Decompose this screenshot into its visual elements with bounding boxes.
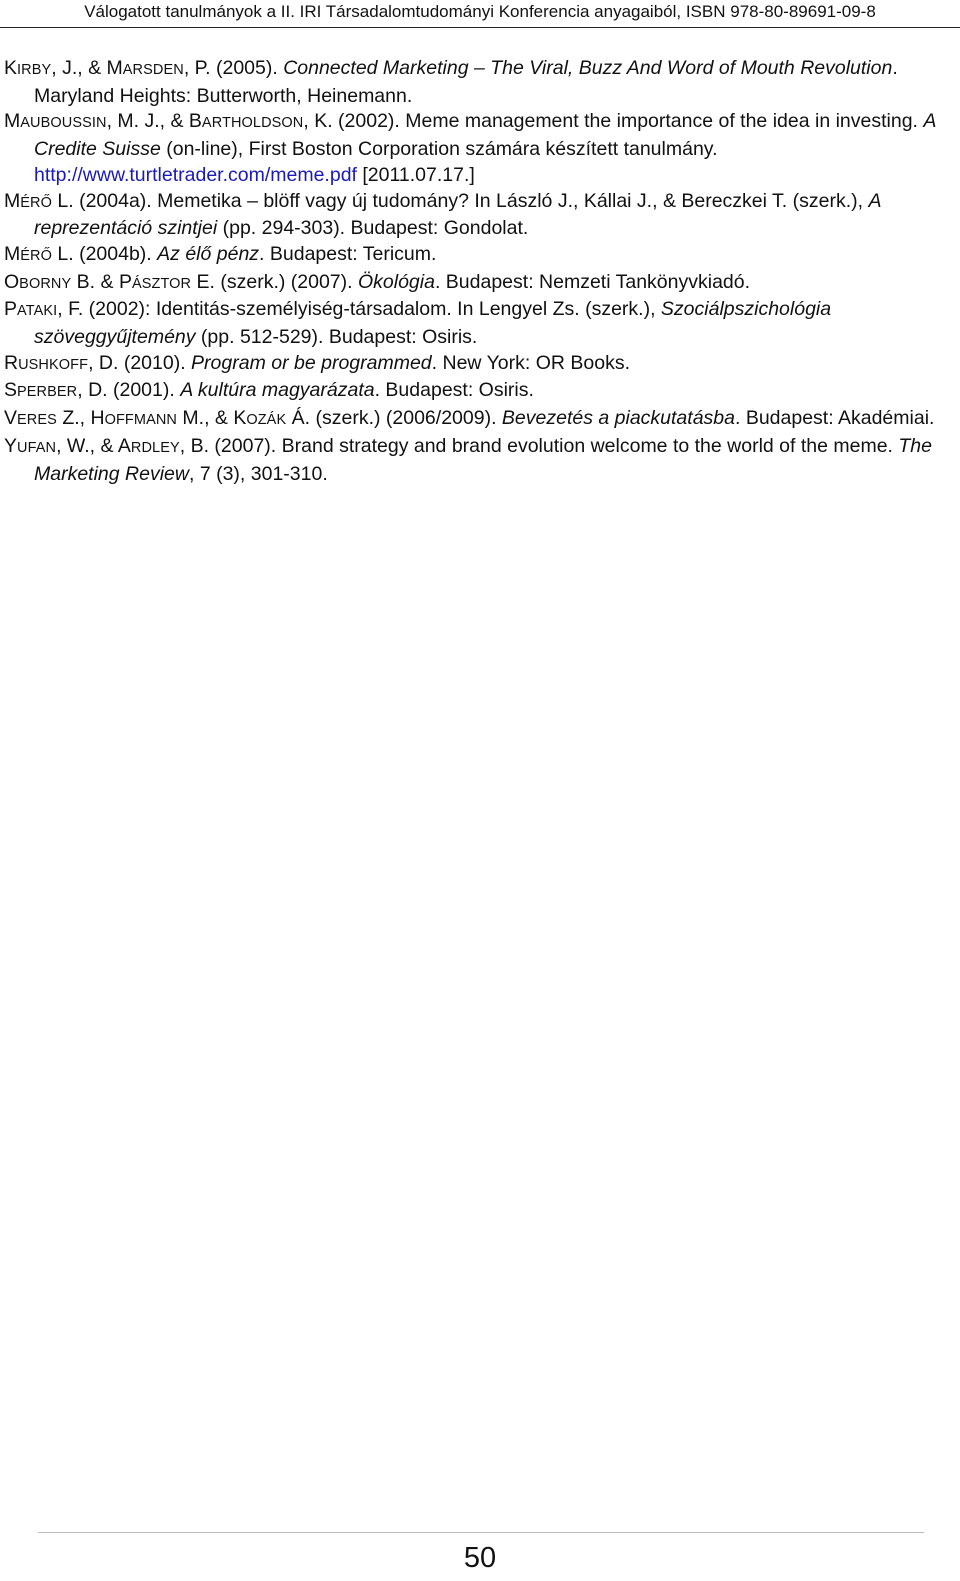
reference-mauboussin: MAUBOUSSIN, M. J., & BARTHOLDSON, K. (2002). Meme management the importance of the idea in investing. A Credite Suisse (on-line), First Boston Corporation számára készített tanulmány. http://www.turtletrader.com/meme.pdf [2011.07.17.] [4, 110, 936, 186]
footer-divider [38, 1532, 924, 1533]
reference-kirby: KIRBY, J., & MARSDEN, P. (2005). Connected Marketing – The Viral, Buzz And Word of Mouth Revolution. Maryland Heights: Butterworth, Heinemann. [4, 57, 898, 107]
reference-title: A kultúra magyarázata [180, 379, 375, 402]
reference-mero-2004a: MÉRŐ L. (2004a). Memetika – blöff vagy új tudomány? In László J., Kállai J., & Bereczkei T. (szerk.), A reprezentáció szintjei (pp. 294-303). Budapest: Gondolat. [4, 189, 881, 240]
reference-title: Connected Marketing – The Viral, Buzz And Word of Mouth Revolution [283, 57, 893, 79]
reference-title: Az élő pénz [157, 242, 260, 265]
running-header: Válogatott tanulmányok a II. IRI Társadalomtudományi Konferencia anyagaiból, ISBN 978-80-89691-09-8 [84, 2, 876, 21]
reference-url-link[interactable]: http://www.turtletrader.com/meme.pdf [34, 163, 357, 186]
reference-rushkoff: RUSHKOFF, D. (2010). Program or be programmed. New York: OR Books. [4, 351, 630, 374]
reference-veres: VERES Z., HOFFMANN M., & KOZÁK Á. (szerk.) (2006/2009). Bevezetés a piackutatásba. Budapest: Akadémiai. [4, 407, 935, 430]
reference-pataki: PATAKI, F. (2002): Identitás-személyiség-társadalom. In Lengyel Zs. (szerk.), Szociálpszichológia szöveggyűjtemény (pp. 512-529). Budapest: Osiris. [4, 298, 832, 349]
reference-title: The Marketing Review [34, 434, 932, 485]
reference-list [4, 56, 954, 487]
reference-title: A Credite Suisse [34, 110, 936, 161]
reference-mero-2004b: MÉRŐ L. (2004b). Az élő pénz. Budapest: Tericum. [4, 242, 437, 265]
page-number: 50 [463, 1542, 497, 1574]
reference-oborny: OBORNY B. & PÁSZTOR E. (szerk.) (2007). Ökológia. Budapest: Nemzeti Tankönyvkiadó. [4, 270, 751, 293]
header-divider [0, 27, 960, 28]
reference-sperber: SPERBER, D. (2001). A kultúra magyarázata. Budapest: Osiris. [4, 379, 534, 402]
reference-title: Ökológia [357, 270, 435, 293]
reference-title: A reprezentáció szintjei [34, 189, 881, 240]
reference-title: Szociálpszichológia szöveggyűjtemény [34, 298, 832, 349]
reference-title: Program or be programmed [191, 351, 432, 374]
reference-title: Bevezetés a piackutatásba [501, 407, 735, 430]
reference-yufan: YUFAN, W., & ARDLEY, B. (2007). Brand strategy and brand evolution welcome to the world of the meme. The Marketing Review, 7 (3), 301-310. [4, 434, 932, 485]
